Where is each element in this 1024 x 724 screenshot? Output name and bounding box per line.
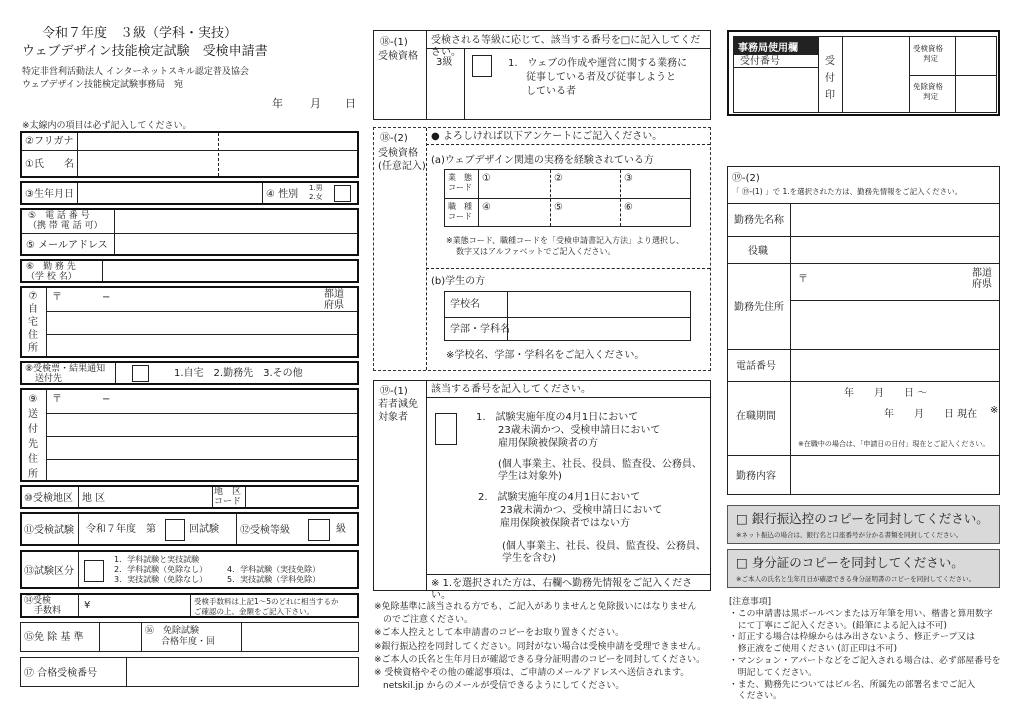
date-day: 日 <box>345 97 356 110</box>
category-option-4: 4．学科試験（実技免除） <box>227 565 321 574</box>
org-name: 特定非営利活動法人 インターネットスキル認定普及協会 <box>22 67 249 77</box>
job-code-2[interactable]: ⑤ <box>554 202 563 213</box>
name-block <box>20 131 359 178</box>
contact-block <box>20 208 359 256</box>
survey-section <box>373 127 711 371</box>
home-address-block <box>20 286 359 358</box>
bank-copy-notice <box>727 505 1000 544</box>
exam-label: ⑪受検試験 <box>24 525 74 536</box>
employer-section <box>727 166 1000 495</box>
grade-label: ⑫受検等級 <box>240 525 290 536</box>
exam-round-label: 回試験 <box>189 524 219 535</box>
qualification-box[interactable] <box>472 55 492 77</box>
exemption-row <box>20 622 359 652</box>
area-district-field[interactable] <box>118 488 210 508</box>
exam-category-label: ⑬試験区分 <box>24 566 74 577</box>
home-address-label: ⑦ 自 宅 住 所 <box>28 291 38 354</box>
workplace-sublabel: （学 校 名） <box>26 272 77 282</box>
period-start[interactable]: 年 月 日 〜 <box>844 388 928 399</box>
gender-male: 1.男 <box>309 184 323 192</box>
postal-dash: − <box>102 292 111 303</box>
youth-discount-section <box>373 380 711 601</box>
exemption-year-sublabel: 合格年度・回 <box>161 637 216 647</box>
send-address-label: ⑨ 送 付 先 住 所 <box>28 394 38 480</box>
company-name-field[interactable] <box>792 205 998 234</box>
date-year: 年 <box>272 97 283 110</box>
exam-round-box[interactable] <box>165 519 185 541</box>
company-tel-label: 電話番号 <box>736 361 776 372</box>
send-destination-options: 1.自宅 2.勤務先 3.その他 <box>174 368 303 379</box>
faculty-label: 学部・学科名 <box>450 324 510 335</box>
survey-label: 受検資格 <box>378 148 418 159</box>
exam-category-row <box>20 550 359 589</box>
qualification-grade: 3級 <box>436 57 453 68</box>
furigana-field[interactable] <box>79 134 359 149</box>
birth-field[interactable] <box>79 184 259 204</box>
youth-discount-title: ⑲-(1) <box>380 386 408 397</box>
school-note: ※学校名、学部・学科名をご記入ください。 <box>446 350 645 361</box>
workplace-label: ⑥ 勤 務 先 <box>26 262 76 272</box>
category-option-5: 5．実技試験（学科免除） <box>227 575 321 584</box>
student-table <box>444 291 691 341</box>
qualification-text-2: 従事している者及び従事しようと <box>526 72 676 83</box>
company-address-label: 勤務先住所 <box>734 302 784 313</box>
period-star: ※ <box>990 405 999 416</box>
faculty-field[interactable] <box>509 319 689 340</box>
office-use-box <box>727 30 1000 116</box>
gender-label: ④ 性別 <box>266 189 299 200</box>
category-option-2: 2．学科試験（免除なし） <box>114 565 208 574</box>
option1-line2: 23歳未満かつ、受検申請日において <box>498 425 661 436</box>
form-title-line2: ウェブデザイン技能検定試験 受検申請書 <box>22 44 268 59</box>
pass-number-label: ⑰ 合格受検番号 <box>24 668 98 679</box>
business-code-label: 業 態 <box>448 173 472 182</box>
fee-note-2: ご確認の上、金額をご記入下さい。 <box>194 607 314 616</box>
send-postal-dash: − <box>102 394 111 405</box>
business-code-2[interactable]: ② <box>554 173 563 184</box>
exemption-field[interactable] <box>101 624 139 650</box>
send-destination-sublabel: 送付先 <box>35 374 63 384</box>
area-code-label: 地 区 <box>214 487 242 497</box>
phone-field[interactable] <box>116 211 359 232</box>
postal-mark: 〒 <box>52 292 62 303</box>
position-label: 役職 <box>748 246 768 257</box>
option1-sub: (個人事業主、社長、役員、監査役、公務員、学生は対象外) <box>498 459 702 482</box>
bank-copy-checkbox-text[interactable]: □ 銀行振込控のコピーを同封してください。 <box>736 511 989 526</box>
youth-discount-footnote: ※ 1.を選択された方は、右欄へ勤務先情報をご記入ください。 <box>431 578 693 601</box>
grade-box[interactable] <box>308 519 330 541</box>
code-table <box>444 169 691 227</box>
send-address-block <box>20 388 359 482</box>
qualification-note: 受検される等級に応じて、該当する番号を□に記入してください。 <box>431 35 701 58</box>
company-address-field[interactable] <box>792 302 998 347</box>
qualification-judge-label: 受検資格 <box>913 44 943 53</box>
fee-row <box>20 593 359 618</box>
qualification-text-3: している者 <box>526 86 576 97</box>
area-district-label: 地 区 <box>82 493 106 504</box>
area-code-field[interactable] <box>247 488 359 508</box>
birth-label: ③生年月日 <box>25 189 74 200</box>
area-code-sublabel: コード <box>214 497 242 507</box>
date-month: 月 <box>310 97 321 110</box>
send-destination-label: ⑧受検票・結果通知 <box>25 364 106 374</box>
employer-note: 「 ⑲-(1) 」で 1.を選択された方は、勤務先情報をご記入ください。 <box>732 187 963 196</box>
code-note-2: 数字又はアルファベットでご記入ください。 <box>456 247 616 256</box>
gender-box[interactable] <box>334 185 351 202</box>
school-label: 学校名 <box>450 299 480 310</box>
prefecture-suffix: 都道 府県 <box>324 289 344 311</box>
pass-number-row <box>20 657 359 687</box>
id-copy-note: ※ご本人の氏名と生年月日が確認できる身分証明書のコピーを同封してください。 <box>736 575 976 583</box>
company-prefecture-suffix: 都道 府県 <box>972 268 992 290</box>
student-heading: (b)学生の方 <box>431 276 486 287</box>
exemption-year-field[interactable] <box>243 624 358 650</box>
business-code-sublabel: コード <box>448 183 472 192</box>
qualification-label: 受検資格 <box>378 51 418 62</box>
send-address-field[interactable] <box>48 415 359 482</box>
fee-label: ⑭受検 <box>24 596 52 606</box>
org-office: ウェブデザイン技能検定試験事務局 宛 <box>22 80 184 90</box>
send-destination-row <box>20 361 359 385</box>
cautions-title: [注意事項] <box>729 597 772 607</box>
yen-mark: ¥ <box>84 600 91 611</box>
send-postal-mark: 〒 <box>52 394 62 405</box>
job-code-label: 職 種 <box>448 202 472 211</box>
form-title-line1: 令和７年度 ３級（学科・実技） <box>42 26 238 41</box>
survey-title: ⑱-(2) <box>380 133 408 144</box>
phone-sublabel: （携 帯 電 話 可） <box>28 221 103 231</box>
send-destination-box[interactable] <box>132 365 149 382</box>
exam-category-box[interactable] <box>84 560 104 582</box>
workplace-row <box>20 259 359 283</box>
survey-note: ● よろしければ以下アンケートにご記入ください。 <box>431 131 663 142</box>
position-field[interactable] <box>792 238 998 261</box>
receipt-stamp-label: 受 付 印 <box>825 56 835 101</box>
code-note-1: ※業態コード、職種コードを「受検申請書記入方法」より選択し、 <box>446 236 684 245</box>
job-content-field[interactable] <box>792 457 998 494</box>
survey-sublabel: (任意記入) <box>378 161 426 172</box>
business-code-3[interactable]: ③ <box>624 173 633 184</box>
qualification-text-1: 1. ウェブの作成や運営に関する業務に <box>508 58 688 69</box>
exemption-judge-label: 免除資格 <box>913 82 943 91</box>
option2-line1: 2. 試験実施年度の4月1日において <box>478 492 641 503</box>
id-copy-notice <box>727 549 1000 588</box>
company-name-label: 勤務先名称 <box>734 215 784 226</box>
company-tel-field[interactable] <box>792 351 998 379</box>
exemption-year-label: ⑯ 免除試験 <box>145 626 200 636</box>
name-label: ①氏 名 <box>25 159 74 170</box>
id-copy-checkbox-text[interactable]: □ 身分証のコピーを同封してください。 <box>736 555 964 570</box>
exam-year-text: 令和７年度 第 <box>86 524 156 535</box>
home-address-field[interactable] <box>48 313 359 358</box>
business-code-1[interactable]: ① <box>482 173 491 184</box>
exam-row <box>20 512 359 546</box>
required-note: ※太線内の項目は必ず記入してください。 <box>22 121 192 131</box>
birth-gender-row <box>20 181 359 205</box>
footnotes: ※免除基準に該当される方でも、ご記入がありませんと免除扱いにはなりません のでご注意ください。 ※ご本人控えとして本申請書のコピーをお取り置きください。 ※銀行振込控を同封してください。同封がない場合は受検申請を受理できません。 ※ご本人の氏名と生年月日が確認できる身分証明書のコピーを同封してください。 ※ 受検資格やその他の確認事項は、ご申請のメールアドレスへ送信されます。 netskil.jp からのメールが受信できるようにしてください。 <box>374 602 707 692</box>
youth-discount-sublabel: 対象者 <box>378 412 408 423</box>
exam-area-row <box>20 485 359 509</box>
gender-female: 2.女 <box>309 193 323 201</box>
qualification-judge-sublabel: 判定 <box>923 54 938 63</box>
office-use-title: 事務局使用欄 <box>734 37 818 54</box>
exemption-judge-sublabel: 判定 <box>923 92 938 101</box>
school-field[interactable] <box>509 293 689 315</box>
youth-discount-note: 該当する番号を記入してください。 <box>431 384 591 395</box>
phone-label: ⑤ 電 話 番 号 <box>28 211 90 221</box>
receipt-number-label: 受付番号 <box>740 56 780 67</box>
workplace-field[interactable] <box>104 262 359 282</box>
qualification-title: ⑱-(1) <box>380 37 408 48</box>
youth-discount-label: 若者減免 <box>378 399 418 410</box>
period-label: 在職期間 <box>736 411 776 422</box>
fee-sublabel: 手数料 <box>34 606 62 616</box>
period-end[interactable]: 年 月 日 現在 <box>884 409 978 420</box>
option1-line1: 1. 試験実施年度の4月1日において <box>476 412 639 423</box>
cautions: [注意事項] ・この申請書は黒ボールペンまたは万年筆を用い、楷書と算用数字 にて丁寧にご記入ください。(鉛筆による記入は不可) ・訂正する場合は枠線からはみ出さないよう、修正テープ又は 修正液をご使用ください (訂正印は不可) ・マンション・アパートなどをご記入される場合は、必ず部屋番号を 明記してください。 ・また、勤務先についてはビル名、所属先の部署名までご記入 ください。 <box>729 597 1001 702</box>
name-field[interactable] <box>79 152 359 178</box>
job-code-3[interactable]: ⑥ <box>624 202 633 213</box>
youth-discount-box[interactable] <box>435 413 457 445</box>
email-field[interactable] <box>116 235 359 256</box>
experience-heading: (a)ウェブデザイン関連の実務を経験されている方 <box>431 155 654 166</box>
pass-number-field[interactable] <box>128 659 358 685</box>
category-option-3: 3．実技試験（免除なし） <box>114 575 208 584</box>
email-label: ⑤ メールアドレス <box>26 240 108 251</box>
exemption-label: ⑮免 除 基 準 <box>24 632 84 643</box>
employer-title: ⑲-(2) <box>732 173 760 184</box>
option1-line3: 雇用保険被保険者の方 <box>498 438 598 449</box>
job-code-1[interactable]: ④ <box>482 202 491 213</box>
option2-sub: (個人事業主、社長、役員、監査役、公務員、学生を含む) <box>502 541 706 564</box>
option2-line2: 23歳未満かつ、受検申請日において <box>500 505 663 516</box>
job-content-label: 勤務内容 <box>736 471 776 482</box>
bank-copy-note: ※ネット振込の場合は、銀行名と口座番号が分かる書類を同封してください。 <box>736 531 963 539</box>
fee-note-1: 受検手数料は上記1〜5のどれに相当するか <box>194 597 339 606</box>
option2-line3: 雇用保険被保険者ではない方 <box>500 518 630 529</box>
qualification-section <box>373 30 711 120</box>
job-code-sublabel: コード <box>448 212 472 221</box>
exam-area-label: ⑩受検地区 <box>24 493 73 504</box>
fee-field[interactable] <box>98 596 188 617</box>
company-postal-mark: 〒 <box>798 274 808 285</box>
furigana-label: ②フリガナ <box>25 136 74 147</box>
period-note: ※在職中の場合は、「申請日の日付」現在とご記入ください。 <box>798 440 990 448</box>
category-option-1: 1．学科試験と実技試験 <box>114 555 200 564</box>
grade-kyu: 級 <box>336 524 346 535</box>
